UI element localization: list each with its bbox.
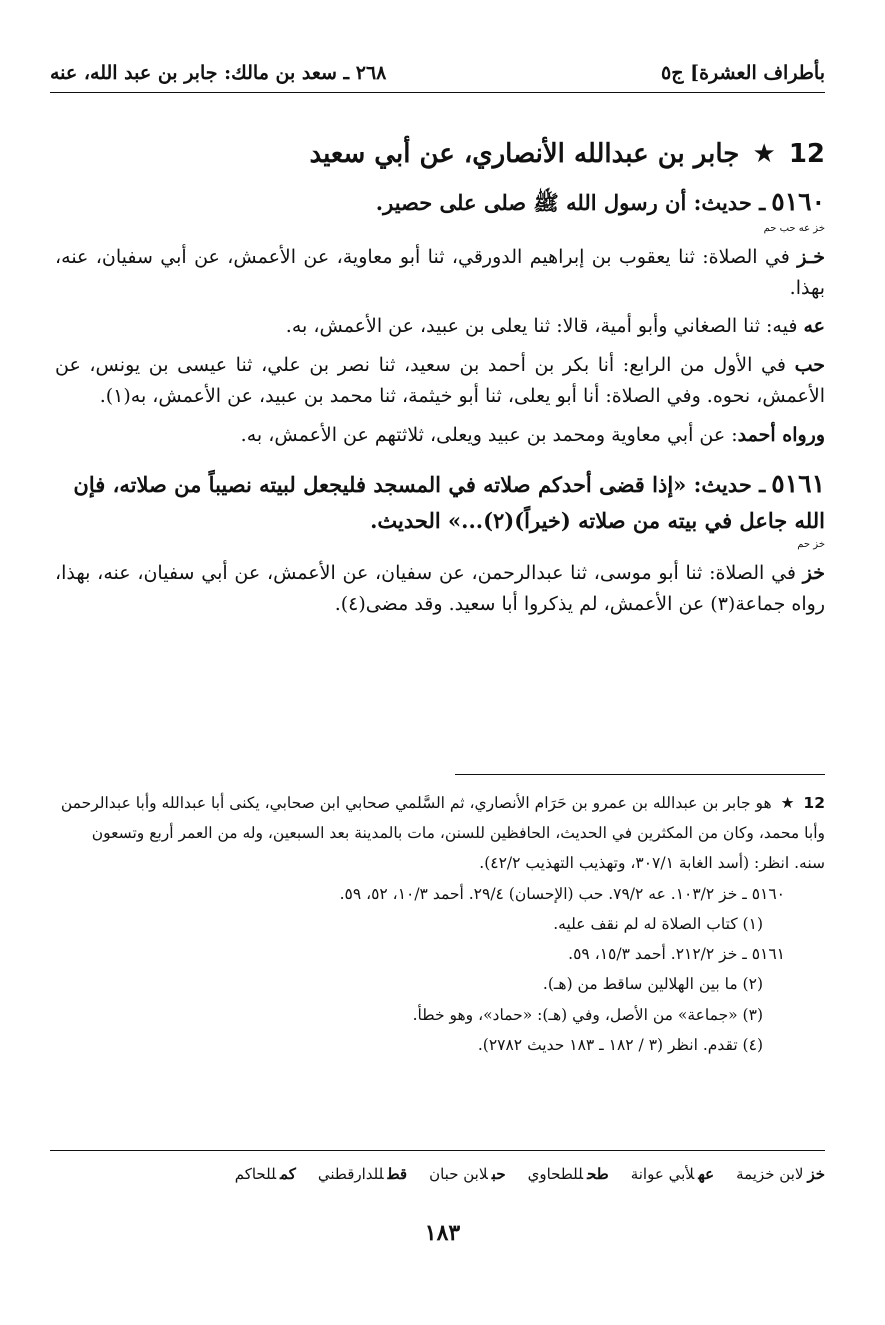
- footnotes: [58, 788, 825, 1060]
- footnote-line: (٤) تقدم. انظر (٣ / ١٨٢ ـ ١٨٣ حديث ٢٧٨٢).: [477, 1035, 763, 1054]
- legend-item: حبلابن حبان: [429, 1165, 506, 1183]
- source-text: في الصلاة: ثنا أبو موسى، ثنا عبدالرحمن، عن سفيان، عن الأعمش، عن أبي سفيان، عنه، بهذا، رواه جماعة(٣) عن الأعمش، لم يذكروا أبا سعيد. وقد مضى(٤).: [55, 561, 825, 615]
- footnote-text: هو جابر بن عبدالله بن عمرو بن حَرَام الأنصاري، ثم السَّلمي صحابي ابن صحابي، يكنى أبا عبدالله وأبا عبدالرحمن وأبا محمد، وكان من المكثرين في الحديث، الحافظين للسنن، مات بالمدينة بعد السبعين، وله من العمر أربع وتسعون سنه. انظر: (أسد الغابة ٣٠٧/١، وتهذيب التهذيب ٤٢/٢).: [60, 794, 825, 873]
- narrator-name: جابر بن عبدالله الأنصاري، عن أبي سعيد: [309, 139, 740, 169]
- abbreviation-legend: [50, 1165, 825, 1183]
- narrator-heading: [55, 138, 825, 172]
- hadith-text: ـ حديث: أن رسول الله ﷺ صلى على حصير.: [375, 189, 766, 215]
- sigla-list: خز عه حب حم: [763, 222, 825, 234]
- footnote-divider: [455, 774, 825, 775]
- main-text: [55, 132, 825, 620]
- source-paragraph: [55, 242, 825, 304]
- hadith-5160: [55, 182, 825, 234]
- running-header: [50, 48, 825, 93]
- header-volume: بأطراف العشرة] ج٥: [661, 62, 825, 84]
- footnote-line: ٥١٦٠ ـ خز ١٠٣/٢. عه ٧٩/٢. حب (الإحسان) ٢٩/٤. أحمد ١٠/٣، ٥٢، ٥٩.: [339, 884, 785, 903]
- legend-item: خزلابن خزيمة: [736, 1165, 825, 1183]
- footnote-line: ٥١٦١ ـ خز ٢١٢/٢. أحمد ١٥/٣، ٥٩.: [568, 945, 785, 964]
- footnote-line: (٢) ما بين الهلالين ساقط من (هـ).: [542, 975, 763, 994]
- footnote-narrator: [58, 788, 825, 879]
- footnote-line: (٣) «جماعة» من الأصل، وفي (هـ): «حماد»، وهو خطأ.: [412, 1005, 763, 1024]
- legend-divider: [50, 1150, 825, 1151]
- sigla-list: خز حم: [797, 538, 825, 550]
- source-code: حب: [794, 354, 825, 377]
- legend-item: كمللحاكم: [234, 1165, 296, 1183]
- source-text: في الأول من الرابع: أنا بكر بن أحمد بن سعيد، ثنا نصر بن علي، ثنا عيسى بن يونس، عن الأعمش، نحوه. وفي الصلاة: أنا أبو يعلى، ثنا أبو خيثمة، ثنا محمد بن عبيد، عن الأعمش، به(١).: [55, 354, 825, 407]
- source-paragraph: [55, 311, 825, 342]
- legend-item: عهلأبي عوانة: [630, 1165, 715, 1183]
- source-code: خـز: [797, 245, 825, 268]
- footnote-line: (١) كتاب الصلاة له لم نقف عليه.: [553, 914, 763, 933]
- legend-item: طحللطحاوي: [527, 1165, 609, 1183]
- hadith-number: ٥١٦١: [771, 469, 825, 499]
- source-paragraph: [55, 350, 825, 412]
- hadith-number: ٥١٦٠: [771, 186, 825, 216]
- narrator-number: 12: [788, 139, 825, 169]
- header-section: ٢٦٨ ـ سعد بن مالك: جابر بن عبد الله، عنه: [50, 62, 387, 84]
- star-icon: ★: [752, 139, 776, 169]
- footnote-number: 12: [803, 794, 825, 812]
- source-paragraph: [55, 558, 825, 620]
- source-text: فيه: ثنا الصغاني وأبو أمية، قالا: ثنا يعلى بن عبيد، عن الأعمش، به.: [285, 315, 804, 338]
- source-code: عه: [803, 315, 825, 338]
- source-code: خز: [802, 561, 825, 584]
- star-icon: ★: [780, 794, 795, 812]
- hadith-text: ـ حديث: «إذا قضى أحدكم صلاته في المسجد فليجعل لبيته نصيباً من صلاته، فإن الله جاعل في بيته من صلاته (خيراً)(٢)...» الحديث.: [73, 472, 825, 534]
- page-number: ١٨٣: [424, 1220, 461, 1246]
- source-code: ورواه أحمد: [737, 423, 825, 446]
- legend-item: قطللدارقطني: [317, 1165, 408, 1183]
- source-paragraph: [55, 420, 825, 451]
- hadith-5161: [55, 464, 825, 550]
- source-text: في الصلاة: ثنا يعقوب بن إبراهيم الدورقي، ثنا أبو معاوية، عن الأعمش، عن أبي سفيان، عنه، بهذا.: [55, 245, 825, 299]
- source-text: : عن أبي معاوية ومحمد بن عبيد ويعلى، ثلاثتهم عن الأعمش، به.: [240, 423, 738, 446]
